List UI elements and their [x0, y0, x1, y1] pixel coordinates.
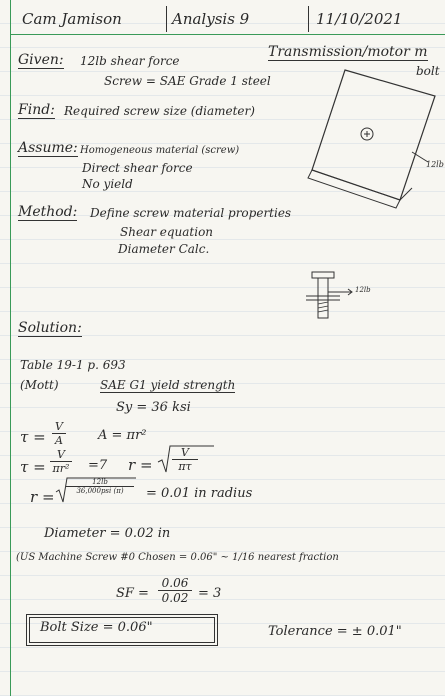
tau-substituted-denominator: πr²: [52, 462, 70, 475]
figure-title-cont: bolt: [416, 64, 440, 78]
margin-line: [10, 0, 11, 696]
given-force: 12lb shear force: [80, 54, 180, 68]
table-reference: Table 19-1 p. 693: [20, 358, 126, 372]
tolerance: Tolerance = ± 0.01": [268, 624, 402, 639]
method-line-2: Shear equation: [120, 225, 214, 239]
header-separator: [308, 6, 309, 32]
radius-substituted-numerator: 12lb: [66, 478, 134, 487]
radius-substituted-fraction: [66, 478, 134, 495]
radius-numerator: V: [172, 446, 198, 460]
assignment-title: Analysis 9: [172, 10, 250, 28]
find-text: Required screw size (diameter): [64, 104, 255, 118]
given-material: Screw = SAE Grade 1 steel: [104, 74, 271, 88]
diameter-result: Diameter = 0.02 in: [44, 526, 171, 541]
tau-denominator: A: [55, 434, 63, 447]
assume-line-3: No yield: [82, 177, 133, 191]
tau-substituted: τ =: [20, 458, 46, 476]
solution-label: Solution:: [18, 320, 82, 336]
radius-fraction: [172, 446, 198, 473]
bolt-force-label: 12lb: [355, 286, 371, 294]
yield-strength-value: Sy = 36 ksi: [116, 400, 191, 415]
assume-line-1: Homogeneous material (screw): [80, 145, 240, 156]
tau-fraction: [52, 420, 66, 447]
date: 11/10/2021: [316, 10, 403, 28]
radius-result: = 0.01 in radius: [146, 486, 253, 501]
area-equation: A = πr²: [98, 428, 147, 443]
tau-substituted-numerator: V: [50, 448, 72, 462]
safety-factor-numerator: 0.06: [158, 576, 192, 591]
safety-factor-denominator: 0.02: [161, 591, 189, 605]
header-separator: [166, 6, 167, 32]
bolt-size-result: Bolt Size = 0.06": [40, 620, 153, 635]
figure-title: Transmission/motor m: [268, 44, 428, 60]
radius-substituted: r =: [30, 488, 55, 506]
safety-factor-fraction: [158, 576, 192, 605]
plate-sketch: [300, 60, 445, 210]
method-label: Method:: [18, 204, 78, 220]
author-name: Cam Jamison: [22, 10, 122, 28]
header-rule: [10, 34, 445, 35]
table-source: (Mott): [20, 378, 59, 392]
radius-formula: r =: [128, 456, 153, 474]
chosen-screw: (US Machine Screw #0 Chosen = 0.06" ~ 1/16 nearest fraction: [16, 552, 339, 563]
method-line-3: Diameter Calc.: [118, 242, 210, 256]
tau-equation: τ =: [20, 428, 46, 446]
plate-force-label: 12lb: [426, 160, 444, 169]
method-line-1: Define screw material properties: [90, 206, 292, 220]
given-label: Given:: [18, 52, 64, 68]
bolt-sketch: [306, 268, 366, 324]
assume-line-2: Direct shear force: [82, 161, 193, 175]
radius-denominator: πτ: [178, 460, 192, 473]
safety-factor-label: SF =: [116, 586, 149, 601]
tau-numerator: V: [52, 420, 66, 434]
assume-label: Assume:: [18, 140, 78, 156]
find-label: Find:: [18, 102, 55, 118]
yield-strength-title: SAE G1 yield strength: [100, 378, 236, 392]
implies-arrow: =7: [88, 458, 108, 473]
radius-substituted-denominator: 36,000psi (π): [76, 487, 124, 495]
safety-factor-result: = 3: [198, 586, 222, 601]
tau-substituted-fraction: [50, 448, 72, 475]
